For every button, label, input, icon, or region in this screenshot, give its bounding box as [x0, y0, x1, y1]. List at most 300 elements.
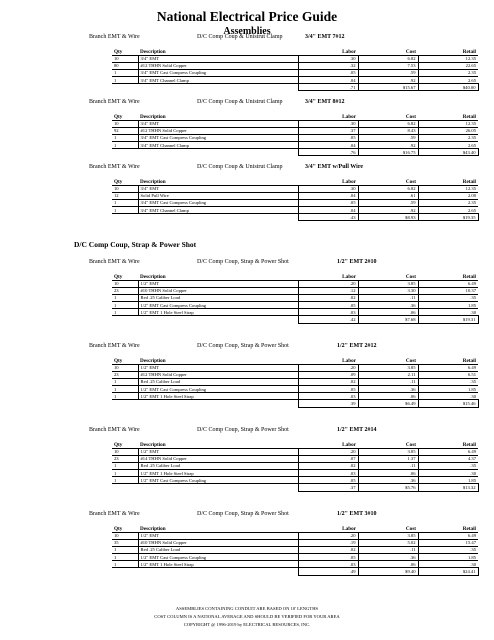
- cell-cost: .06: [358, 309, 418, 316]
- assembly-header: [0, 99, 494, 108]
- cell-labor: .30: [298, 55, 358, 62]
- total-labor: .71: [298, 84, 358, 91]
- cell-retail: 1.85: [418, 302, 478, 309]
- assembly-table: [112, 439, 479, 492]
- cell-description: Red .25 Caliber Load: [138, 462, 298, 469]
- table-header-row: [112, 271, 478, 280]
- cell-labor: .19: [298, 539, 358, 546]
- col-retail-header: Retail: [418, 439, 478, 448]
- col-retail-header: Retail: [418, 176, 478, 185]
- cell-description: #14 THHN Solid Copper: [138, 455, 298, 462]
- col-description-header: Description: [138, 439, 298, 448]
- footer-note-conduit: ASSEMBLIES CONTAINING CONDUIT ARE BASED ON 10' LENGTHS: [175, 606, 319, 611]
- total-blank: [138, 84, 298, 91]
- cell-description: Red .25 Caliber Load: [138, 546, 298, 553]
- cell-labor: .03: [298, 470, 358, 477]
- table-row: [112, 386, 478, 393]
- cell-qty: 1: [112, 207, 138, 214]
- table-row: [112, 470, 478, 477]
- cell-labor: .32: [298, 62, 358, 69]
- table-row: [112, 309, 478, 316]
- table-row: [112, 127, 478, 134]
- cell-cost: .11: [358, 462, 418, 469]
- col-retail-header: Retail: [418, 355, 478, 364]
- table-row: [112, 477, 478, 484]
- cell-qty: 92: [112, 127, 138, 134]
- assembly-method: D/C Comp Coup & Unistrut Clamp: [197, 99, 283, 105]
- total-labor: .39: [298, 400, 358, 407]
- cell-labor: .12: [298, 287, 358, 294]
- cell-retail: 26.05: [418, 127, 478, 134]
- total-row: [112, 214, 478, 221]
- cell-qty: 10: [112, 364, 138, 371]
- total-labor: .43: [298, 214, 358, 221]
- table-row: [112, 371, 478, 378]
- total-cost: $6.49: [358, 400, 418, 407]
- cell-cost: .59: [358, 134, 418, 141]
- page-title: National Electrical Price Guide: [156, 9, 338, 24]
- cell-qty: 1: [112, 77, 138, 84]
- cell-labor: .04: [298, 192, 358, 199]
- assembly-category: Branch EMT & Wire: [89, 99, 140, 105]
- total-retail: $15.46: [418, 400, 478, 407]
- total-cost: $15.67: [358, 84, 418, 91]
- cell-cost: 3.85: [358, 532, 418, 539]
- cell-description: #12 THHN Solid Copper: [138, 371, 298, 378]
- cell-cost: .11: [358, 546, 418, 553]
- cell-description: 3/4" EMT: [138, 120, 298, 127]
- col-qty-header: Qty: [112, 355, 138, 364]
- cell-labor: .05: [298, 386, 358, 393]
- cell-qty: 23: [112, 287, 138, 294]
- col-qty-header: Qty: [112, 439, 138, 448]
- table-row: [112, 554, 478, 561]
- table-row: [112, 302, 478, 309]
- total-retail: $43.40: [418, 149, 478, 156]
- cell-cost: 2.11: [358, 371, 418, 378]
- assembly-method: D/C Comp Coup, Strap & Power Shot: [197, 343, 289, 349]
- total-retail: $19.35: [418, 214, 478, 221]
- assembly-table: [112, 355, 479, 408]
- cell-retail: .30: [418, 309, 478, 316]
- cell-description: #10 THHN Solid Copper: [138, 539, 298, 546]
- cell-retail: .30: [418, 393, 478, 400]
- total-labor: .42: [298, 316, 358, 323]
- table-row: [112, 287, 478, 294]
- cell-description: 1/2" EMT: [138, 448, 298, 455]
- cell-description: 1/2" EMT Cast Compress Coupling: [138, 554, 298, 561]
- table-row: [112, 69, 478, 76]
- total-row: [112, 484, 478, 491]
- cell-qty: 10: [112, 120, 138, 127]
- footer-note-cost: COST COLUMN IS A NATIONAL AVERAGE AND SHOULD BE VERIFIED FOR YOUR AREA: [154, 614, 340, 619]
- table-row: [112, 448, 478, 455]
- cell-retail: 2.35: [418, 199, 478, 206]
- assembly-category: Branch EMT & Wire: [89, 259, 140, 265]
- col-retail-header: Retail: [418, 271, 478, 280]
- total-row: [112, 568, 478, 575]
- table-header-row: [112, 439, 478, 448]
- cell-retail: 6.49: [418, 280, 478, 287]
- cell-cost: 8.43: [358, 127, 418, 134]
- cell-description: 1/2" EMT 1 Hole Steel Strap: [138, 470, 298, 477]
- table-row: [112, 185, 478, 192]
- assembly-method: D/C Comp Coup, Strap & Power Shot: [197, 427, 289, 433]
- cell-cost: 6.82: [358, 120, 418, 127]
- table-row: [112, 280, 478, 287]
- footer-copyright: COPYRIGHT @ 1996-2019 by ELECTRICAL RESOURCES, INC.: [183, 622, 311, 627]
- col-qty-header: Qty: [112, 271, 138, 280]
- cell-description: 3/4" EMT Cast Compress Coupling: [138, 199, 298, 206]
- total-blank: [138, 149, 298, 156]
- cell-qty: 1: [112, 378, 138, 385]
- cell-labor: .05: [298, 477, 358, 484]
- assembly-category: Branch EMT & Wire: [89, 343, 140, 349]
- total-row: [112, 316, 478, 323]
- cell-cost: 5.02: [358, 539, 418, 546]
- cell-retail: 4.37: [418, 455, 478, 462]
- assembly-table: [112, 176, 479, 221]
- total-retail: $13.32: [418, 484, 478, 491]
- col-labor-header: Labor: [298, 523, 358, 532]
- col-cost-header: Cost: [358, 523, 418, 532]
- cell-labor: .20: [298, 280, 358, 287]
- col-labor-header: Labor: [298, 355, 358, 364]
- cell-labor: .30: [298, 120, 358, 127]
- table-row: [112, 561, 478, 568]
- cell-description: 3/4" EMT Cast Compress Coupling: [138, 134, 298, 141]
- cell-description: 3/4" EMT: [138, 55, 298, 62]
- cell-cost: 3.30: [358, 287, 418, 294]
- cell-qty: 1: [112, 561, 138, 568]
- cell-description: 1/2" EMT: [138, 364, 298, 371]
- cell-labor: .07: [298, 455, 358, 462]
- cell-cost: .06: [358, 470, 418, 477]
- table-row: [112, 532, 478, 539]
- cell-cost: 3.85: [358, 280, 418, 287]
- total-row: [112, 149, 478, 156]
- cell-retail: .30: [418, 561, 478, 568]
- cell-retail: 6.49: [418, 532, 478, 539]
- total-blank: [112, 149, 138, 156]
- assembly-method: D/C Comp Coup, Strap & Power Shot: [197, 511, 289, 517]
- cell-cost: .59: [358, 199, 418, 206]
- assembly-code: 3/4" EMT w/Pull Wire: [305, 164, 364, 170]
- total-blank: [112, 400, 138, 407]
- cell-labor: .09: [298, 371, 358, 378]
- cell-description: 3/4" EMT Cast Compress Coupling: [138, 69, 298, 76]
- assembly-method: D/C Comp Coup & Unistrut Clamp: [197, 164, 283, 170]
- cell-labor: .04: [298, 207, 358, 214]
- assembly-code: 3/4" EMT 8#12: [305, 99, 345, 105]
- cell-description: 1/2" EMT Cast Compress Coupling: [138, 302, 298, 309]
- table-row: [112, 192, 478, 199]
- cell-cost: .11: [358, 378, 418, 385]
- table-row: [112, 294, 478, 301]
- total-retail: $40.00: [418, 84, 478, 91]
- cell-description: Red .25 Caliber Load: [138, 378, 298, 385]
- table-row: [112, 142, 478, 149]
- cell-cost: 1.37: [358, 455, 418, 462]
- assembly-table: [112, 271, 479, 324]
- table-row: [112, 539, 478, 546]
- total-cost: $9.40: [358, 568, 418, 575]
- total-blank: [112, 214, 138, 221]
- table-row: [112, 393, 478, 400]
- cell-description: 1/2" EMT 1 Hole Steel Strap: [138, 309, 298, 316]
- cell-description: #12 THHN Solid Copper: [138, 127, 298, 134]
- cell-cost: .92: [358, 142, 418, 149]
- cell-description: 3/4" EMT Channel Clamp: [138, 207, 298, 214]
- assembly-method: D/C Comp Coup & Unistrut Clamp: [197, 34, 283, 40]
- cell-cost: 6.82: [358, 55, 418, 62]
- cell-description: Solid Pull Wire: [138, 192, 298, 199]
- cell-retail: 6.49: [418, 364, 478, 371]
- total-blank: [138, 214, 298, 221]
- cell-qty: 10: [112, 55, 138, 62]
- total-blank: [138, 316, 298, 323]
- assembly-category: Branch EMT & Wire: [89, 34, 140, 40]
- assembly-table: [112, 111, 479, 156]
- cell-labor: .20: [298, 448, 358, 455]
- cell-retail: 2.35: [418, 134, 478, 141]
- cell-qty: 1: [112, 142, 138, 149]
- total-labor: .76: [298, 149, 358, 156]
- cell-labor: .05: [298, 69, 358, 76]
- col-description-header: Description: [138, 111, 298, 120]
- col-description-header: Description: [138, 523, 298, 532]
- cell-qty: 23: [112, 455, 138, 462]
- cell-retail: .30: [418, 470, 478, 477]
- col-cost-header: Cost: [358, 46, 418, 55]
- cell-retail: .35: [418, 378, 478, 385]
- assembly-header: [0, 259, 494, 268]
- cell-retail: 1.85: [418, 554, 478, 561]
- cell-description: 1/2" EMT 1 Hole Steel Strap: [138, 393, 298, 400]
- cell-labor: .20: [298, 364, 358, 371]
- cell-qty: 1: [112, 554, 138, 561]
- cell-retail: 2.00: [418, 192, 478, 199]
- cell-description: #12 THHN Solid Copper: [138, 62, 298, 69]
- col-description-header: Description: [138, 271, 298, 280]
- cell-labor: .02: [298, 378, 358, 385]
- table-row: [112, 462, 478, 469]
- total-retail: $19.31: [418, 316, 478, 323]
- cell-qty: 1: [112, 302, 138, 309]
- table-row: [112, 120, 478, 127]
- cell-labor: .04: [298, 142, 358, 149]
- cell-retail: 12.35: [418, 185, 478, 192]
- cell-qty: 23: [112, 371, 138, 378]
- total-blank: [138, 400, 298, 407]
- col-qty-header: Qty: [112, 46, 138, 55]
- cell-cost: .61: [358, 192, 418, 199]
- cell-retail: 6.51: [418, 371, 478, 378]
- cell-qty: 10: [112, 280, 138, 287]
- cell-cost: .36: [358, 386, 418, 393]
- total-blank: [112, 316, 138, 323]
- cell-cost: .06: [358, 561, 418, 568]
- assembly-header: [0, 34, 494, 43]
- assembly-code: 3/4" EMT 7#12: [305, 34, 345, 40]
- col-cost-header: Cost: [358, 439, 418, 448]
- cell-labor: .03: [298, 309, 358, 316]
- cell-retail: 22.65: [418, 62, 478, 69]
- assembly-code: 1/2" EMT 2#14: [337, 427, 377, 433]
- cell-retail: .35: [418, 546, 478, 553]
- cell-labor: .04: [298, 77, 358, 84]
- table-row: [112, 207, 478, 214]
- cell-qty: 1: [112, 477, 138, 484]
- cell-retail: 12.35: [418, 55, 478, 62]
- table-row: [112, 77, 478, 84]
- col-retail-header: Retail: [418, 111, 478, 120]
- cell-qty: 1: [112, 393, 138, 400]
- table-header-row: [112, 46, 478, 55]
- assembly-header: [0, 343, 494, 352]
- assembly-category: Branch EMT & Wire: [89, 427, 140, 433]
- cell-description: Red .25 Caliber Load: [138, 294, 298, 301]
- cell-cost: 3.85: [358, 364, 418, 371]
- cell-description: #10 THHN Solid Copper: [138, 287, 298, 294]
- cell-qty: 1: [112, 134, 138, 141]
- table-row: [112, 62, 478, 69]
- cell-cost: .92: [358, 77, 418, 84]
- cell-qty: 1: [112, 462, 138, 469]
- cell-retail: 10.37: [418, 287, 478, 294]
- cell-qty: 1: [112, 470, 138, 477]
- col-qty-header: Qty: [112, 176, 138, 185]
- total-retail: $24.41: [418, 568, 478, 575]
- assembly-method: D/C Comp Coup, Strap & Power Shot: [197, 259, 289, 265]
- col-cost-header: Cost: [358, 111, 418, 120]
- col-retail-header: Retail: [418, 46, 478, 55]
- total-row: [112, 84, 478, 91]
- cell-qty: 12: [112, 192, 138, 199]
- cell-retail: 1.85: [418, 477, 478, 484]
- cell-labor: .20: [298, 532, 358, 539]
- assembly-code: 1/2" EMT 2#12: [337, 343, 377, 349]
- cell-retail: 1.85: [418, 386, 478, 393]
- cell-description: 1/2" EMT Cast Compress Coupling: [138, 477, 298, 484]
- total-blank: [112, 568, 138, 575]
- table-row: [112, 364, 478, 371]
- cell-description: 3/4" EMT: [138, 185, 298, 192]
- total-row: [112, 400, 478, 407]
- cell-cost: .06: [358, 393, 418, 400]
- assembly-table: [112, 523, 479, 576]
- col-description-header: Description: [138, 355, 298, 364]
- total-blank: [138, 484, 298, 491]
- cell-labor: .02: [298, 462, 358, 469]
- cell-cost: 3.85: [358, 448, 418, 455]
- assembly-header: [0, 427, 494, 436]
- cell-cost: 7.53: [358, 62, 418, 69]
- cell-labor: .30: [298, 185, 358, 192]
- col-labor-header: Labor: [298, 46, 358, 55]
- total-labor: .37: [298, 484, 358, 491]
- table-header-row: [112, 355, 478, 364]
- assembly-category: Branch EMT & Wire: [89, 511, 140, 517]
- cell-retail: 15.47: [418, 539, 478, 546]
- cell-labor: .05: [298, 554, 358, 561]
- cell-cost: 6.82: [358, 185, 418, 192]
- table-row: [112, 134, 478, 141]
- assembly-category: Branch EMT & Wire: [89, 164, 140, 170]
- col-cost-header: Cost: [358, 355, 418, 364]
- cell-description: 1/2" EMT Cast Compress Coupling: [138, 386, 298, 393]
- cell-labor: .03: [298, 393, 358, 400]
- cell-labor: .02: [298, 294, 358, 301]
- total-blank: [112, 84, 138, 91]
- section-title: D/C Comp Coup, Strap & Power Shot: [74, 240, 197, 249]
- cell-description: 1/2" EMT 1 Hole Steel Strap: [138, 561, 298, 568]
- total-cost: $16.75: [358, 149, 418, 156]
- assembly-code: 1/2" EMT 2#10: [337, 259, 377, 265]
- table-row: [112, 455, 478, 462]
- cell-labor: .05: [298, 134, 358, 141]
- total-cost: $8.93: [358, 214, 418, 221]
- cell-retail: 2.35: [418, 69, 478, 76]
- cell-qty: 10: [112, 185, 138, 192]
- cell-qty: 1: [112, 309, 138, 316]
- table-row: [112, 55, 478, 62]
- cell-retail: .35: [418, 294, 478, 301]
- col-cost-header: Cost: [358, 176, 418, 185]
- col-qty-header: Qty: [112, 111, 138, 120]
- cell-qty: 35: [112, 539, 138, 546]
- cell-retail: 12.35: [418, 120, 478, 127]
- cell-cost: .59: [358, 69, 418, 76]
- cell-cost: .36: [358, 554, 418, 561]
- cell-qty: 1: [112, 386, 138, 393]
- cell-cost: .36: [358, 477, 418, 484]
- col-description-header: Description: [138, 176, 298, 185]
- cell-labor: .05: [298, 302, 358, 309]
- table-header-row: [112, 523, 478, 532]
- assembly-header: [0, 511, 494, 520]
- cell-qty: 10: [112, 448, 138, 455]
- col-retail-header: Retail: [418, 523, 478, 532]
- total-cost: $5.76: [358, 484, 418, 491]
- col-description-header: Description: [138, 46, 298, 55]
- table-header-row: [112, 111, 478, 120]
- cell-retail: 6.49: [418, 448, 478, 455]
- cell-labor: .05: [298, 199, 358, 206]
- cell-description: 3/4" EMT Channel Clamp: [138, 77, 298, 84]
- table-row: [112, 378, 478, 385]
- cell-qty: 1: [112, 69, 138, 76]
- total-cost: $7.68: [358, 316, 418, 323]
- total-blank: [138, 568, 298, 575]
- col-labor-header: Labor: [298, 111, 358, 120]
- col-labor-header: Labor: [298, 176, 358, 185]
- cell-retail: .35: [418, 462, 478, 469]
- cell-cost: .36: [358, 302, 418, 309]
- total-blank: [112, 484, 138, 491]
- cell-qty: 1: [112, 294, 138, 301]
- assembly-table: [112, 46, 479, 91]
- col-labor-header: Labor: [298, 439, 358, 448]
- cell-retail: 2.65: [418, 142, 478, 149]
- col-labor-header: Labor: [298, 271, 358, 280]
- cell-description: 1/2" EMT: [138, 280, 298, 287]
- cell-labor: .02: [298, 546, 358, 553]
- cell-qty: 80: [112, 62, 138, 69]
- table-header-row: [112, 176, 478, 185]
- col-qty-header: Qty: [112, 523, 138, 532]
- table-row: [112, 546, 478, 553]
